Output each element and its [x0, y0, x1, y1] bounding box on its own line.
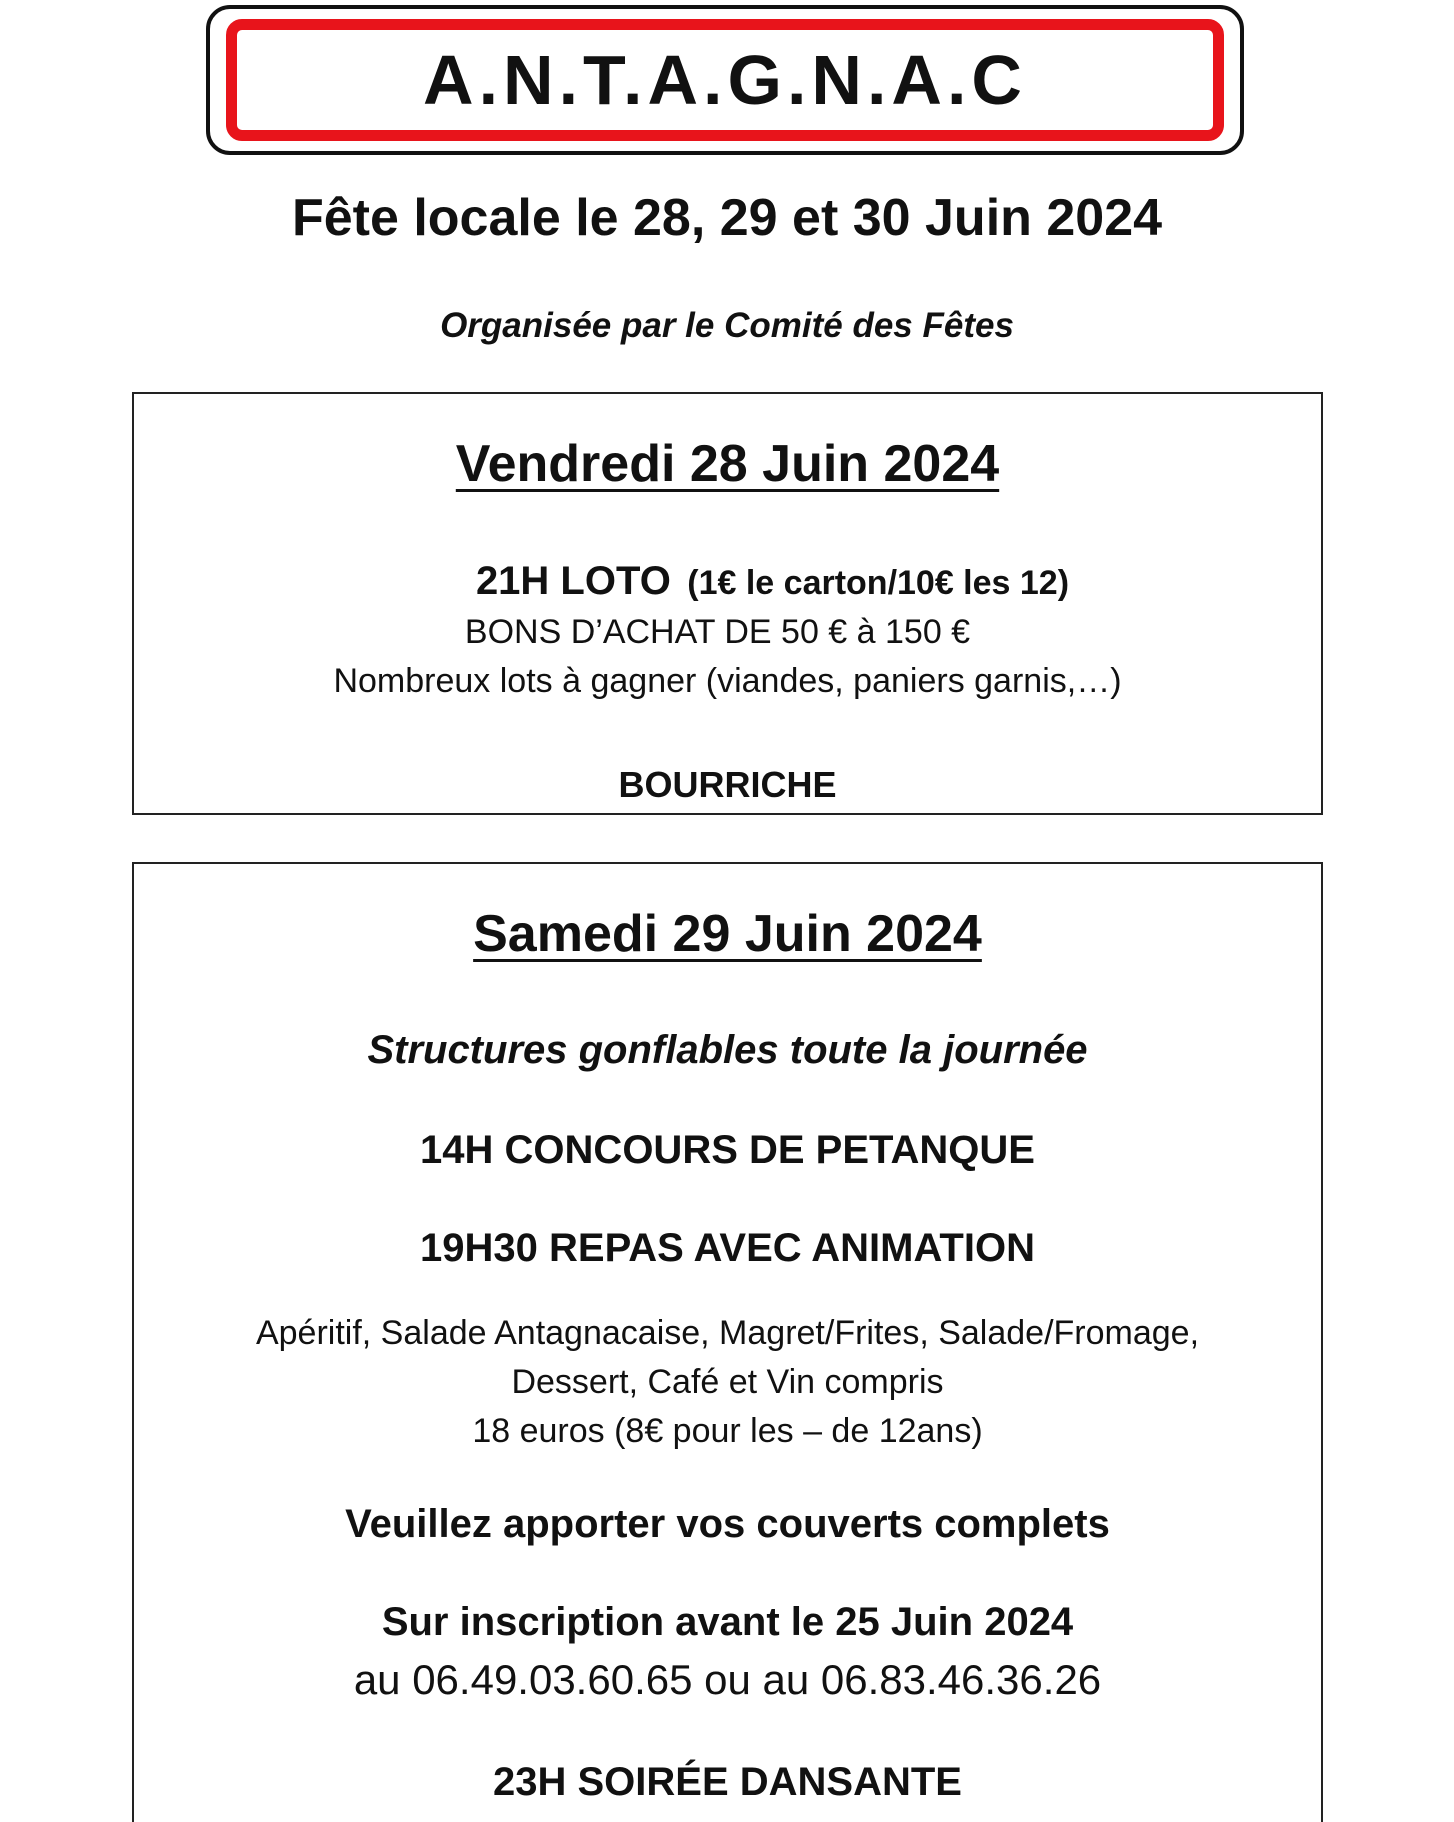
friday-title: Vendredi 28 Juin 2024 — [455, 435, 1000, 493]
phone-numbers: au 06.49.03.60.65 ou au 06.83.46.36.26 — [353, 1656, 1102, 1703]
loto-main: 21H LOTO — [475, 559, 671, 603]
vouchers-line: BONS D’ACHAT DE 50 € à 150 € — [464, 613, 971, 651]
menu-line-1: Apéritif, Salade Antagnacaise, Magret/Frites, Salade/Fromage, — [255, 1314, 1200, 1352]
dinner-line: 19H30 REPAS AVEC ANIMATION — [420, 1226, 1035, 1270]
inflatables-line: Structures gonflables toute la journée — [367, 1028, 1088, 1072]
organizer-line: Organisée par le Comité des Fêtes — [440, 306, 1014, 345]
prizes-line: Nombreux lots à gagner (viandes, paniers garnis,…) — [333, 662, 1122, 700]
saturday-title: Samedi 29 Juin 2024 — [473, 905, 982, 963]
event-headline: Fête locale le 28, 29 et 30 Juin 2024 — [291, 189, 1163, 247]
village-sign — [206, 5, 1244, 155]
registration-line: Sur inscription avant le 25 Juin 2024 — [381, 1600, 1074, 1644]
menu-line-2: Dessert, Café et Vin compris — [511, 1363, 944, 1401]
saturday-section — [132, 862, 1323, 1822]
petanque-line: 14H CONCOURS DE PETANQUE — [420, 1128, 1035, 1172]
cutlery-line: Veuillez apporter vos couverts complets — [345, 1502, 1110, 1546]
loto-line — [134, 559, 1321, 604]
village-sign-red-border — [226, 19, 1224, 141]
loto-price: (1€ le carton/10€ les 12) — [687, 564, 1070, 602]
friday-section — [132, 392, 1323, 815]
bourriche-line: BOURRICHE — [618, 764, 837, 805]
menu-price: 18 euros (8€ pour les – de 12ans) — [472, 1412, 983, 1450]
dance-line: 23H SOIRÉE DANSANTE — [493, 1760, 962, 1804]
village-name: A.N.T.A.G.N.A.C — [423, 41, 1027, 119]
